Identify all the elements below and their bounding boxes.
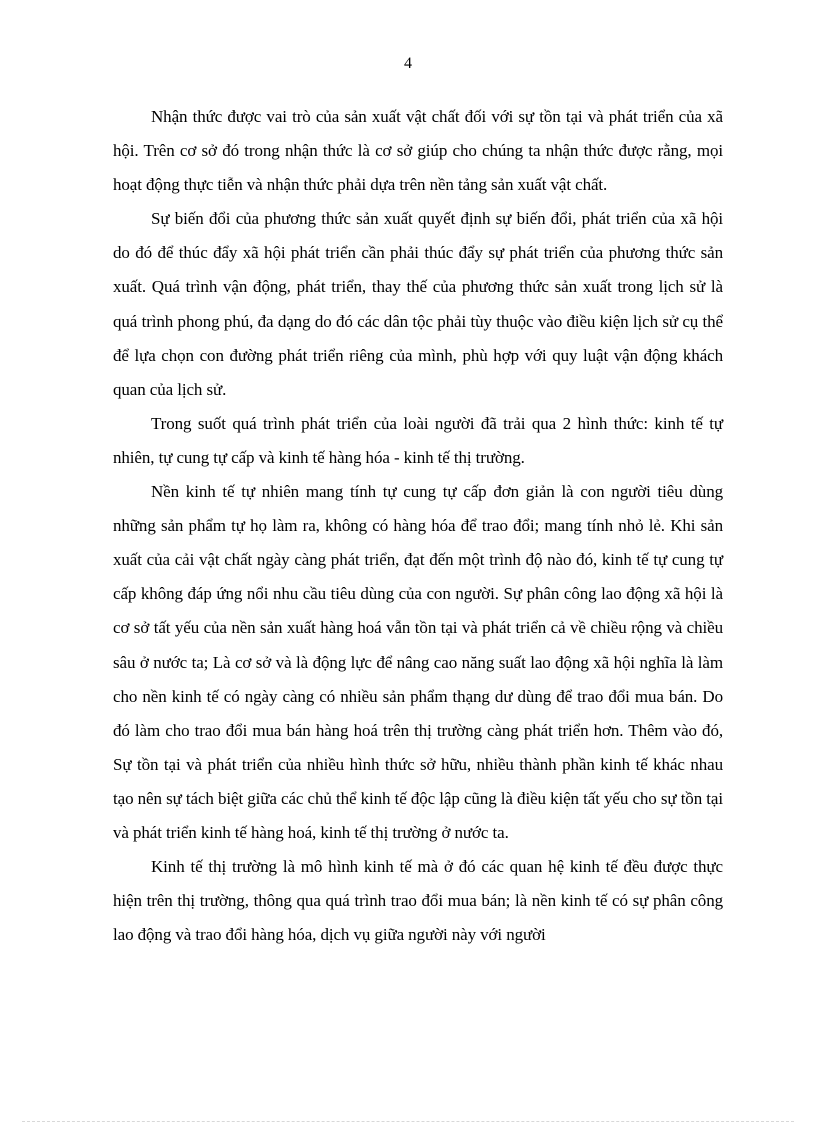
paragraph-3: Trong suốt quá trình phát triển của loài người đã trải qua 2 hình thức: kinh tế tự nhiên, tự cung tự cấp và kinh tế hàng hóa - kinh tế thị trường.: [113, 413, 723, 467]
paragraph-2: Sự biến đổi của phương thức sản xuất quyết định sự biến đổi, phát triển của xã hội do đó để thúc đẩy xã hội phát triển cần phải thúc đẩy sự phát triển của phương thức sản xuất. Quá trình vận động, phát triển, thay thế của phương thức sản xuất trong lịch sử là quá trình phong phú, đa dạng do đó các dân tộc phải tùy thuộc vào điều kiện lịch sử cụ thể để lựa chọn con đường phát triển riêng của mình, phù hợp với quy luật vận động khách quan của lịch sử.: [113, 209, 723, 399]
paragraph-5: Kinh tế thị trường là mô hình kinh tế mà ở đó các quan hệ kinh tế đều được thực hiện trên thị trường, thông qua quá trình trao đổi mua bán; là nền kinh tế có sự phân công lao động và trao đổi hàng hóa, dịch vụ giữa người này với người: [113, 857, 723, 945]
page-bottom-divider: [22, 1121, 794, 1122]
page-number: 4: [404, 55, 412, 72]
paragraph-4: Nền kinh tế tự nhiên mang tính tự cung tự cấp đơn giản là con người tiêu dùng những sản phẩm tự họ làm ra, không có hàng hóa để trao đổi; mang tính nhỏ lẻ. Khi sản xuất của cải vật chất ngày càng phát triển, đạt đến một trình độ nào đó, kinh tế tự cung tự cấp không đáp ứng nổi nhu cầu tiêu dùng của con người. Sự phân công lao động xã hội là cơ sở tất yếu của nền sản xuất hàng hoá vẫn tồn tại và phát triển cả về chiều rộng và chiều sâu ở nước ta; Là cơ sở và là động lực để nâng cao năng suất lao động xã hội nghĩa là làm cho nền kinh tế có ngày càng có nhiều sản phẩm thạng dư dùng để trao đổi mua bán. Do đó làm cho trao đổi mua bán hàng hoá trên thị trường càng phát triển hơn. Thêm vào đó, Sự tồn tại và phát triển của nhiều hình thức sở hữu, nhiều thành phần kinh tế khác nhau tạo nên sự tách biệt giữa các chủ thể kinh tế độc lập cũng là điều kiện tất yếu cho sự tồn tại và phát triển kinh tế hàng hoá, kinh tế thị trường ở nước ta.: [113, 482, 723, 842]
document-body: [113, 100, 723, 952]
paragraph-1: Nhận thức được vai trò của sản xuất vật chất đối với sự tồn tại và phát triển của xã hội. Trên cơ sở đó trong nhận thức là cơ sở giúp cho chúng ta nhận thức được rằng, mọi hoạt động thực tiễn và nhận thức phải dựa trên nền tảng sản xuất vật chất.: [113, 107, 723, 195]
